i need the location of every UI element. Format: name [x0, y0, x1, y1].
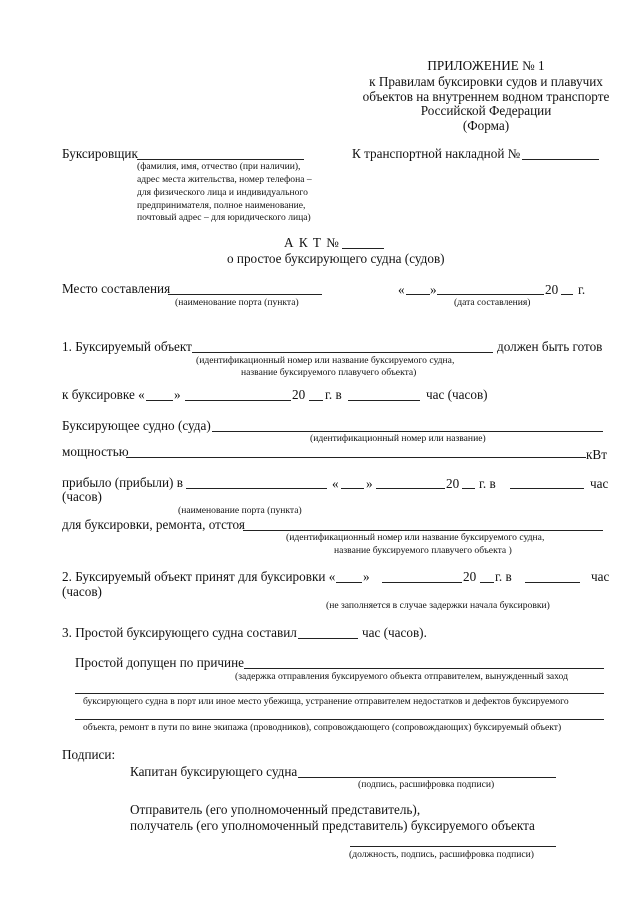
- ready-g-label: г. в: [325, 387, 342, 402]
- accepted-time-field[interactable]: [525, 582, 580, 583]
- arrived-label: прибыло (прибыли) в: [62, 475, 183, 490]
- date-year-field[interactable]: [561, 294, 573, 295]
- accepted-g-label: г. в: [495, 569, 512, 584]
- accepted-label: 2. Буксируемый объект принят для буксировки «: [62, 569, 336, 584]
- tug-operator-hint: (фамилия, имя, отчество (при наличии),: [137, 161, 301, 172]
- appendix-line: к Правилам буксировки судов и плавучих: [369, 74, 603, 89]
- date-month-field[interactable]: [437, 294, 544, 295]
- signatures-title: Подписи:: [62, 747, 116, 762]
- ready-hours-label: час (часов): [426, 387, 488, 402]
- accepted-quote-close: »: [363, 569, 370, 584]
- captain-signature-hint: (подпись, расшифровка подписи): [358, 779, 495, 790]
- date-year-prefix: 20: [545, 282, 559, 297]
- towed-object-hint: (идентификационный номер или название буксируемого судна,: [196, 355, 455, 366]
- power-unit: кВт: [586, 447, 607, 462]
- accepted-year-field[interactable]: [480, 582, 494, 583]
- tug-operator-field[interactable]: [137, 159, 304, 160]
- ready-label: к буксировке «: [62, 387, 145, 402]
- ready-quote-close: »: [174, 387, 181, 402]
- towed-object-hint: название буксируемого плавучего объекта): [241, 367, 417, 378]
- tugboat-label: Буксирующее судно (суда): [62, 418, 211, 433]
- accepted-month-field[interactable]: [382, 582, 462, 583]
- power-label: мощностью: [62, 444, 129, 459]
- reason-hint: буксирующего судна в порт или иное место убежища, устранение отправителем недостатков и дефектов буксируемого: [83, 696, 569, 707]
- arrived-day-field[interactable]: [341, 488, 364, 489]
- ready-year-field[interactable]: [309, 400, 323, 401]
- purpose-hint: (идентификационный номер или название буксируемого судна,: [286, 532, 545, 543]
- tug-operator-hint: для физического лица и индивидуального: [137, 187, 308, 198]
- final-signature-field[interactable]: [350, 846, 556, 847]
- tugboat-hint: (идентификационный номер или название): [310, 433, 486, 444]
- purpose-field[interactable]: [243, 530, 603, 531]
- final-signature-hint: (должность, подпись, расшифровка подписи): [349, 849, 534, 860]
- accepted-year-prefix: 20: [463, 569, 477, 584]
- accepted-hours-label: час: [591, 569, 610, 584]
- power-field[interactable]: [126, 457, 586, 458]
- towed-object-label: 1. Буксируемый объект: [62, 339, 192, 354]
- must-be-ready-text: должен быть готов: [497, 339, 603, 354]
- accepted-day-field[interactable]: [336, 582, 362, 583]
- arrived-hours-label: час: [590, 476, 609, 491]
- place-label: Место составления: [62, 281, 171, 296]
- purpose-label: для буксировки, ремонта, отстоя: [62, 517, 245, 532]
- arrived-year-prefix: 20: [446, 476, 460, 491]
- date-year-suffix: г.: [578, 282, 586, 297]
- tug-operator-hint: почтовый адрес – для юридического лица): [137, 212, 311, 223]
- idle-hours-unit: час (часов).: [362, 625, 427, 640]
- appendix-title: ПРИЛОЖЕНИЕ № 1: [427, 58, 545, 73]
- arrived-quote-open: «: [332, 476, 339, 491]
- arrived-quote-close: »: [366, 476, 373, 491]
- arrived-time-field[interactable]: [510, 488, 584, 489]
- date-quote-close: »: [430, 282, 437, 297]
- arrived-port-hint: (наименование порта (пункта): [178, 505, 302, 516]
- date-quote-open: «: [398, 282, 405, 297]
- reason-hint: объекта, ремонт в пути по вине экипажа (проводников), сопровождающего (сопровождающих) буксируемый объект): [83, 722, 562, 733]
- act-subtitle: о простое буксирующего судна (судов): [227, 251, 445, 266]
- waybill-number-field[interactable]: [522, 159, 599, 160]
- accepted-hint: (не заполняется в случае задержки начала буксировки): [326, 600, 550, 611]
- reason-field-2[interactable]: [75, 693, 604, 694]
- tugboat-field[interactable]: [212, 431, 603, 432]
- accepted-hours-label-2: (часов): [62, 584, 102, 599]
- ready-time-field[interactable]: [348, 400, 420, 401]
- ready-year-prefix: 20: [292, 387, 306, 402]
- ready-month-field[interactable]: [185, 400, 291, 401]
- ready-day-field[interactable]: [146, 400, 173, 401]
- arrived-month-field[interactable]: [376, 488, 445, 489]
- towed-object-field[interactable]: [192, 352, 493, 353]
- appendix-line: объектов на внутреннем водном транспорте: [362, 89, 610, 104]
- purpose-hint: название буксируемого плавучего объекта ): [334, 545, 512, 556]
- act-title: А К Т №: [284, 235, 340, 250]
- act-number-field[interactable]: [342, 248, 384, 249]
- form-label: (Форма): [462, 118, 510, 133]
- arrived-hours-label-2: (часов): [62, 489, 102, 504]
- arrived-g-label: г. в: [479, 476, 496, 491]
- captain-label: Капитан буксирующего судна: [130, 764, 298, 779]
- waybill-label: К транспортной накладной №: [352, 146, 521, 161]
- arrived-year-field[interactable]: [462, 488, 475, 489]
- reason-field-3[interactable]: [75, 719, 604, 720]
- reason-hint: (задержка отправления буксируемого объекта отправителем, вынужденный заход: [235, 671, 568, 682]
- tug-operator-hint: предпринимателя, полное наименование,: [137, 200, 306, 211]
- date-hint: (дата составления): [454, 297, 531, 308]
- sender-label: Отправитель (его уполномоченный представитель),: [130, 802, 421, 817]
- captain-signature-field[interactable]: [298, 777, 556, 778]
- reason-label: Простой допущен по причине: [75, 655, 245, 670]
- tug-operator-label: Буксировщик: [62, 146, 138, 161]
- appendix-line: Российской Федерации: [420, 103, 552, 118]
- place-field[interactable]: [168, 294, 322, 295]
- idle-total-label: 3. Простой буксирующего судна составил: [62, 625, 297, 640]
- reason-field[interactable]: [244, 668, 604, 669]
- tug-operator-hint: адрес места жительства, номер телефона –: [137, 174, 312, 185]
- arrived-port-field[interactable]: [186, 488, 327, 489]
- recipient-label: получатель (его уполномоченный представитель) буксируемого объекта: [130, 818, 535, 833]
- idle-hours-field[interactable]: [298, 638, 358, 639]
- place-hint: (наименование порта (пункта): [175, 297, 299, 308]
- date-day-field[interactable]: [406, 294, 430, 295]
